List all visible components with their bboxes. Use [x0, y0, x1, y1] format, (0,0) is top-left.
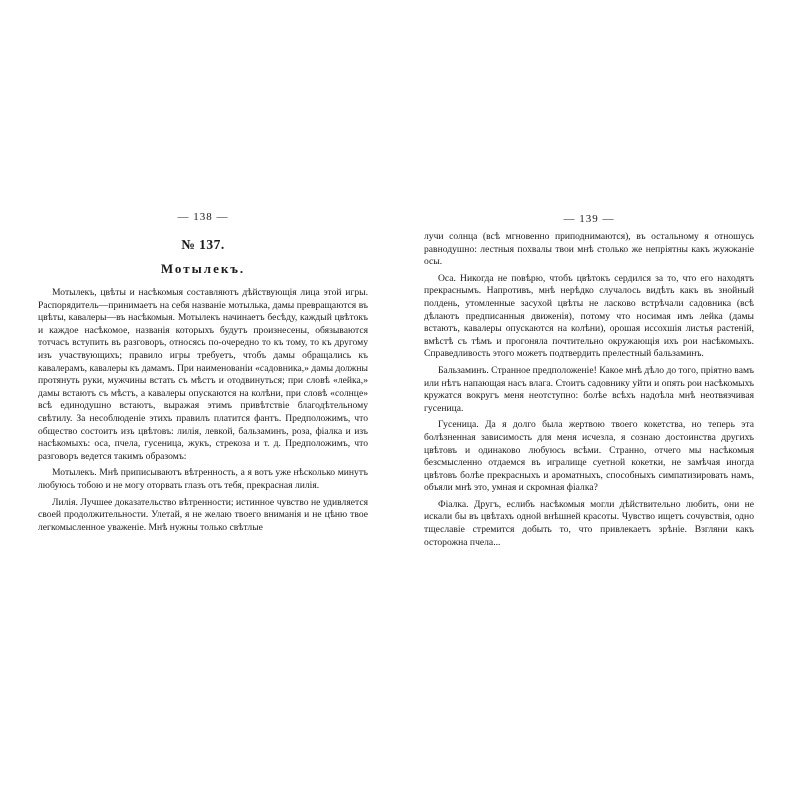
page-number: — 138 — [177, 211, 229, 223]
left-page [38, 205, 368, 590]
right-page [424, 207, 754, 592]
paragraph: Гусеница. Да я долго была жертвою твоего кокетства, но теперь эта болѣзненная зависимость для меня исчезла, я сознаю достоинства другихъ цвѣтовъ и одинаково любуюсь всѣми. Странно, отчего мы насѣкомыя безсмысленно отдаемся въ игралище суетной кокетки, не замѣчая иногда цвѣтовъ болѣе прекрасныхъ и ароматныхъ, способныхъ симпатизировать намъ, объяли мнѣ это, умная и скромная фіалка? [424, 419, 754, 494]
paragraph: Оса. Никогда не повѣрю, чтобъ цвѣтокъ сердился за то, что его находятъ прекраснымъ. Напротивъ, мнѣ нерѣдко случалось видѣть какъ въ знойный полдень, утомленные засухой цвѣты не ласково встрѣчали садовника (всѣ дѣлаютъ предписанныя движенія), потому что носимая имъ лейка (дамы встаютъ, кавалеры опускаются на колѣни), орошая иссохшія листья растеній, вмѣстѣ съ тѣмъ и прогоняла почтительно окружающія ихъ рои насѣкомыхъ. Справедливость этого можетъ подтвердить прелестный бальзаминъ. [424, 272, 754, 360]
paragraph: лучи солнца (всѣ мгновенно приподнимаются), въ остальному я отношусь равнодушно: лестныя похвалы твои мнѣ столько же непріятны какъ жужжаніе осы. [424, 231, 754, 268]
piece-number: № 137. [181, 237, 225, 252]
piece-title: Мотылекъ. [160, 261, 246, 276]
page-number: — 139 — [563, 213, 615, 225]
paragraph: Фіалка. Другъ, еслибъ насѣкомыя могли дѣйствительно любить, они не искали бы въ цвѣтахъ одной внѣшней красоты. Чувство ищетъ сочувствія, одно тщеславіе стремится добыть то, что привлекаетъ зрѣніе. Взгляни какъ осторожна пчела... [424, 498, 754, 548]
paragraph: Мотылекъ. Мнѣ приписываютъ вѣтренность, а я вотъ уже нѣсколько минутъ любуюсь тобою и не могу оторвать глазъ отъ тебя, прекрасная лилія. [38, 467, 368, 491]
paragraph: Лилія. Лучшее доказательство вѣтренности; истинное чувство не удивляется своей продолжительности. Улетай, я не желаю твоего вниманія и не цѣню твое легкомысленное уваженіе. Мнѣ нужны только свѣтлые [38, 496, 368, 533]
paragraph: Бальзаминъ. Странное предположеніе! Какое мнѣ дѣло до того, пріятно вамъ или нѣтъ напающая насъ влага. Стоитъ садовнику уйти и опять рои насѣкомыхъ кружатся вокругъ меня неотступно: болѣе всѣхъ надоѣла мнѣ неотвязчивая гусеница. [424, 364, 754, 414]
paragraph: Мотылекъ, цвѣты и насѣкомыя составляютъ дѣйствующія лица этой игры. Распорядитель—принимаетъ на себя названіе мотылька, дамы превращаются въ цвѣты, кавалеры—въ насѣкомыя. Мотылекъ начинаетъ бесѣду, каждый цвѣтокъ и каждое насѣкомое, названія которыхъ будутъ произнесены, обязываются тотчасъ вступить въ разговоръ, относясь по-очередно то къ тому, то къ другому изъ участвующихъ; правило игры требуетъ, чтобъ дамы обращались къ кавалерамъ, кавалеры къ дамамъ. При наименованіи «садовника,» дамы должны протянуть руки, мужчины встать съ мѣстъ и отодвинуться; при словѣ «лейка,» дамы встаютъ съ мѣстъ, а кавалеры опускаются на колѣни, при словѣ «солнце» всѣ единодушно встаютъ, выражая этимъ привѣтствіе благодѣтельному свѣтилу. За несоблюденіе этихъ правилъ платится фантъ. Предположимъ, что общество состоитъ изъ цвѣтовъ: лилія, левкой, бальзаминъ, роза, фіалка и изъ насѣкомыхъ: оса, пчела, гусеница, жукъ, стрекоза и т. д. Предположимъ, что разговоръ ведется такимъ образомъ: [38, 287, 368, 462]
